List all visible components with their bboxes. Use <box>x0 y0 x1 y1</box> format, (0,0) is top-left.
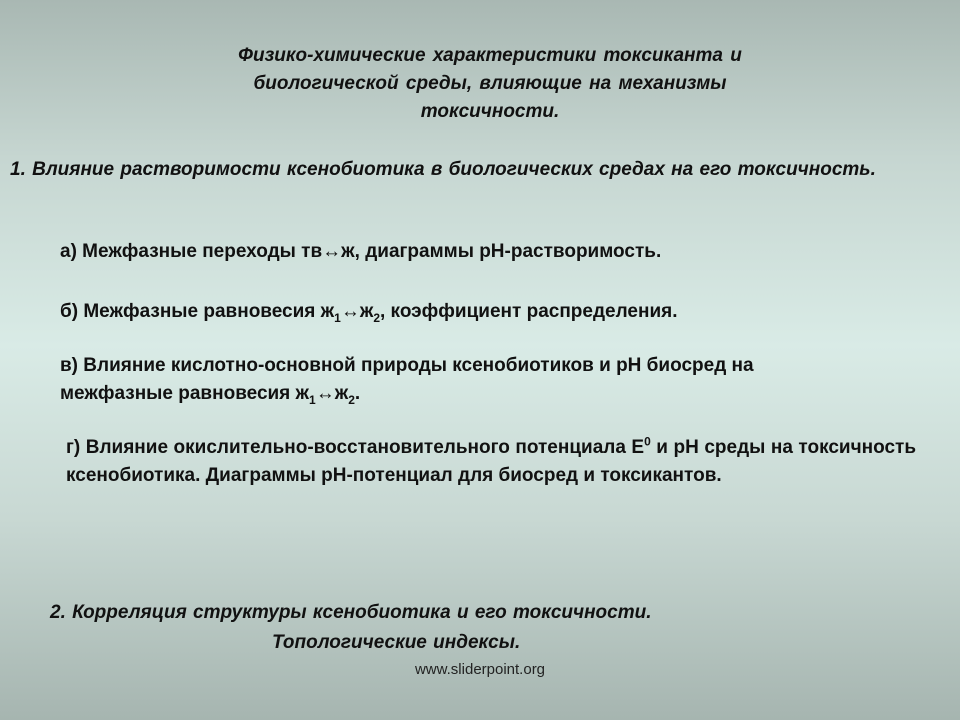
item-v <box>60 352 820 408</box>
footer-watermark <box>0 661 960 678</box>
title-line-2: биологической среды, влияющие на механизмы <box>253 73 727 94</box>
item-v-sub-1: 1 <box>309 392 316 407</box>
item-v-sub-2: 2 <box>348 392 355 407</box>
slide-title <box>170 42 810 126</box>
title-line-1: Физико-химические характеристики токсиканта и <box>238 45 742 66</box>
item-b-mid: ↔ж <box>340 301 374 322</box>
item-b-sub-2: 2 <box>373 310 380 325</box>
item-b-sub-1: 1 <box>334 310 341 325</box>
item-g-sup: 0 <box>644 434 651 449</box>
item-v-suffix: . <box>354 383 361 404</box>
item-g-prefix: г) Влияние окислительно-восстановительного потенциала E <box>66 437 645 458</box>
footer-url: www.sliderpoint.org <box>414 661 546 678</box>
section-1-heading: 1. Влияние растворимости ксенобиотика в биологических средах на его токсичность. <box>10 159 876 180</box>
item-b-suffix: , коэффициент распределения. <box>380 301 678 322</box>
item-v-prefix: в) Влияние кислотно-основной природы ксенобиотиков и pH биосред на межфазные равновесия ж <box>60 355 754 404</box>
item-v-mid: ↔ж <box>315 383 349 404</box>
item-g <box>66 434 916 490</box>
item-b-prefix: б) Межфазные равновесия ж <box>60 301 335 322</box>
title-line-3: токсичности. <box>420 101 560 122</box>
item-g-suffix: и pH среды на токсичность ксенобиотика. Диаграммы pH-потенциал для биосред и токсикантов. <box>66 437 916 486</box>
section-2-line-2: Топологические индексы. <box>272 632 521 653</box>
item-b <box>60 298 678 326</box>
item-a: а) Межфазные переходы тв↔ж, диаграммы pH-растворимость. <box>60 241 662 262</box>
section-2-line-1: 2. Корреляция структуры ксенобиотика и его токсичности. <box>50 602 652 623</box>
section-2-heading <box>50 598 810 658</box>
